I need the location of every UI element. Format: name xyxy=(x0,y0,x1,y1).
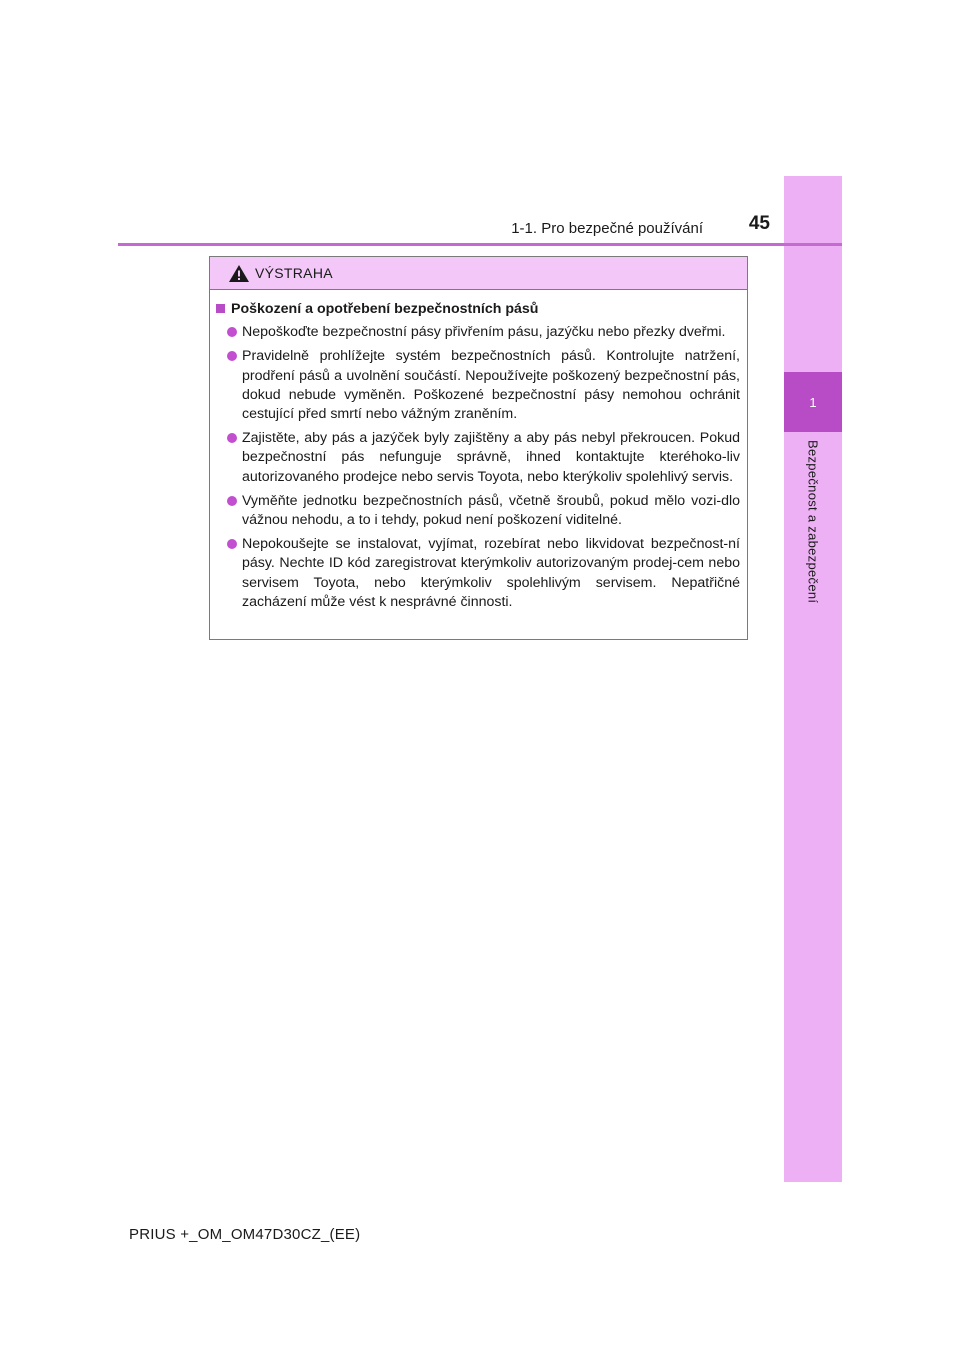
list-item-text: Vyměňte jednotku bezpečnostních pásů, včetně šroubů, pokud mělo vozi-dlo vážnou nehodu, a to i tehdy, pokud není poškození viditelné. xyxy=(242,492,740,529)
warning-triangle-icon xyxy=(228,264,250,283)
list-item-text: Zajistěte, aby pás a jazýček byly zajištěny a aby pás nebyl překroucen. Pokud bezpečnostní pás nefunguje správně, ihned kontaktujte kteréhoko-liv autorizovaného prodejce nebo servis Toyota, nebo kterýkoliv spolehlivý servis. xyxy=(242,430,740,485)
header-divider xyxy=(118,243,842,246)
document-code: PRIUS +_OM_OM47D30CZ_(EE) xyxy=(129,1226,361,1243)
list-item xyxy=(216,535,740,612)
warning-box xyxy=(209,256,748,640)
circle-bullet-icon xyxy=(227,327,237,337)
circle-bullet-icon xyxy=(227,351,237,361)
warning-body xyxy=(210,290,747,612)
list-item-text: Pravidelně prohlížejte systém bezpečnostních pásů. Kontrolujte natržení, prodření pásů a uvolnění součástí. Nepoužívejte poškozený bezpečnostní pás, dokud nebude vyměněn. Poškozené bezpečnostní pásy nemohou ochránit cestující před smrtí nebo vážným zraněním. xyxy=(242,348,740,423)
list-item xyxy=(216,323,740,342)
chapter-number: 1 xyxy=(809,394,817,410)
chapter-number-tab[interactable] xyxy=(784,372,842,432)
list-item-text: Nepoškoďte bezpečnostní pásy přivřením pásu, jazýčku nebo přezky dveřmi. xyxy=(242,324,726,341)
list-item xyxy=(216,492,740,530)
square-bullet-icon xyxy=(216,304,225,313)
warning-header xyxy=(210,257,747,290)
list-item xyxy=(216,347,740,424)
circle-bullet-icon xyxy=(227,433,237,443)
warning-subheading xyxy=(216,300,740,319)
page-number: 45 xyxy=(748,213,770,234)
circle-bullet-icon xyxy=(227,496,237,506)
chapter-title: Bezpečnost a zabezpečení xyxy=(805,440,821,604)
warning-title: VÝSTRAHA xyxy=(255,265,333,281)
list-item xyxy=(216,429,740,487)
chapter-title-tab xyxy=(784,440,842,640)
section-title: 1-1. Pro bezpečné používání xyxy=(511,220,703,237)
circle-bullet-icon xyxy=(227,539,237,549)
list-item-text: Nepokoušejte se instalovat, vyjímat, rozebírat nebo likvidovat bezpečnost-ní pásy. Nechte ID kód zaregistrovat kterýmkoliv autorizovaným prodej-cem nebo servisem Toyota, nebo kterýmkoliv spolehlivým servisem. Nepatřičné zacházení může vést k nesprávné činnosti. xyxy=(242,536,740,610)
subheading-text: Poškození a opotřebení bezpečnostních pásů xyxy=(231,301,539,317)
side-tab xyxy=(784,176,842,1182)
